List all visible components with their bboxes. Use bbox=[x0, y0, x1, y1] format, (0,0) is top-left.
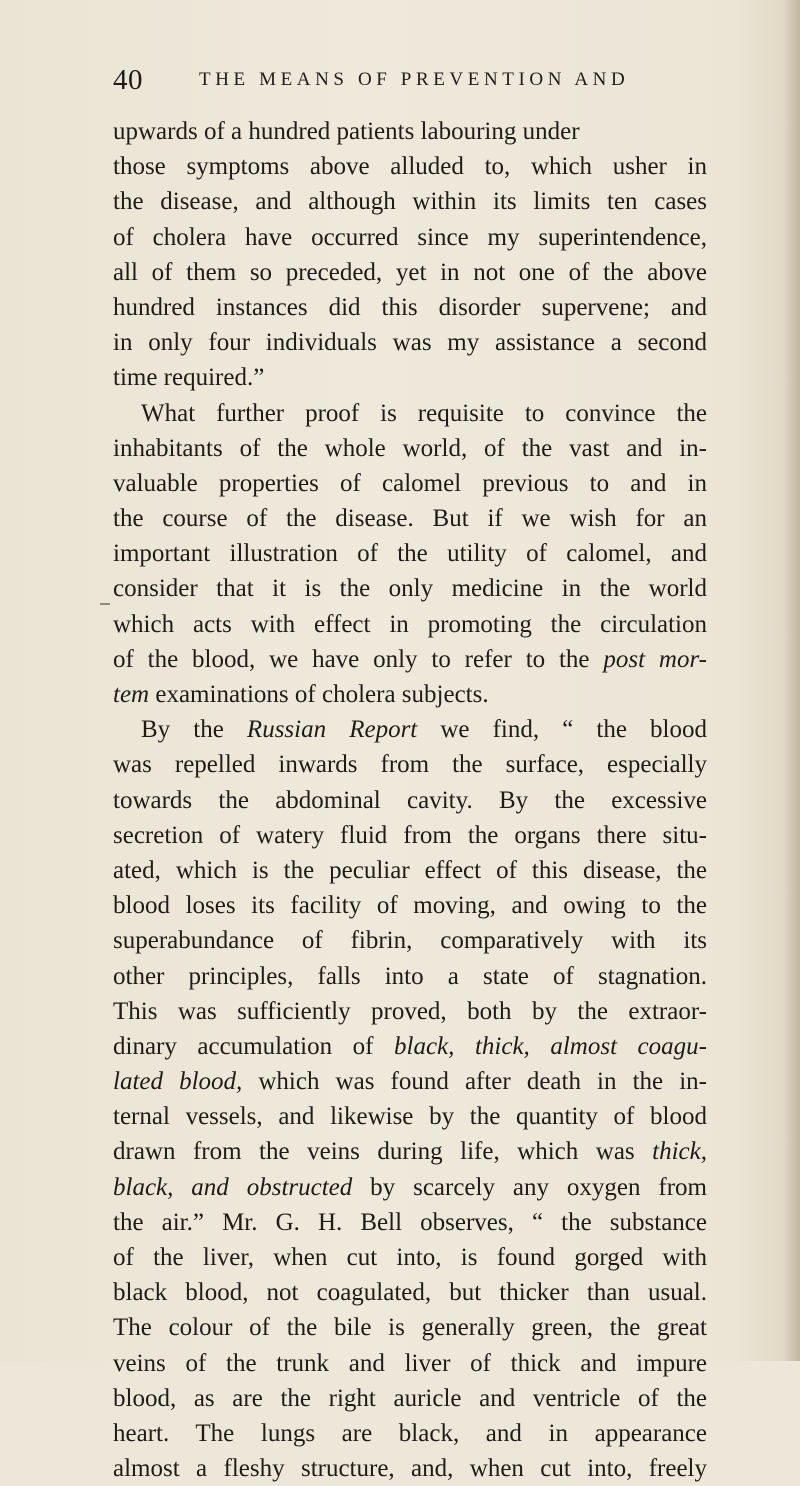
text-segment: of the liver, when cut into, is found gorged with bbox=[113, 1244, 707, 1271]
text-line bbox=[113, 642, 707, 677]
text-line bbox=[113, 325, 707, 360]
text-segment: which was found after death in the in- bbox=[242, 1068, 707, 1096]
page-edge-shadow bbox=[784, 0, 800, 1361]
text-segment: the air.” Mr. G. H. Bell observes, “ the substance bbox=[113, 1208, 707, 1236]
text-line bbox=[113, 149, 707, 184]
text-segment: blood loses its facility of moving, and owing to the bbox=[113, 892, 707, 920]
text-segment: veins of the trunk and liver of thick and impure bbox=[113, 1349, 707, 1377]
text-segment: consider that it is the only medicine in the world bbox=[113, 575, 707, 603]
text-segment: by scarcely any oxygen from bbox=[352, 1173, 707, 1201]
text-segment: dinary accumulation of bbox=[113, 1032, 395, 1060]
text-segment: The colour of the bile is generally green, the great bbox=[113, 1314, 707, 1342]
text-line bbox=[113, 571, 707, 606]
running-head bbox=[113, 64, 713, 100]
text-line bbox=[113, 1064, 707, 1099]
text-line bbox=[113, 1029, 707, 1064]
text-segment: those symptoms above alluded to, which usher in bbox=[113, 153, 707, 181]
text-line bbox=[113, 888, 707, 923]
text-line bbox=[113, 923, 707, 958]
text-segment: ated, which is the peculiar effect of this disease, the bbox=[113, 856, 707, 884]
text-segment: the course of the disease. But if we wish for an bbox=[113, 505, 707, 533]
text-segment: of cholera have occurred since my superintendence, bbox=[113, 223, 707, 251]
text-segment: drawn from the veins during life, which was bbox=[113, 1138, 653, 1166]
text-line bbox=[113, 1416, 707, 1451]
text-segment: towards the abdominal cavity. By the excessive bbox=[113, 786, 707, 814]
text-line bbox=[113, 536, 707, 571]
text-line bbox=[113, 1134, 707, 1169]
italic-text-segment: Russian Report bbox=[246, 716, 418, 744]
text-segment: secretion of watery fluid from the organs there situ- bbox=[113, 821, 707, 849]
italic-text-segment: black, thick, almost coagu- bbox=[394, 1032, 707, 1060]
text-line bbox=[113, 290, 707, 325]
text-line bbox=[113, 360, 707, 395]
text-line bbox=[113, 114, 707, 149]
text-line bbox=[113, 783, 707, 818]
text-line bbox=[113, 1170, 707, 1205]
text-line bbox=[113, 994, 707, 1029]
italic-text-segment: tem bbox=[113, 681, 150, 708]
italic-text-segment: post mor- bbox=[603, 645, 707, 673]
text-line bbox=[113, 255, 707, 290]
running-title: THE MEANS OF PREVENTION AND bbox=[199, 69, 630, 90]
text-line bbox=[113, 501, 707, 536]
ink-speck bbox=[100, 603, 110, 605]
text-segment: all of them so preceded, yet in not one of the above bbox=[113, 258, 707, 286]
text-line bbox=[113, 853, 707, 888]
text-segment: we find, “ the blood bbox=[417, 716, 708, 744]
text-line bbox=[113, 607, 707, 642]
text-line bbox=[113, 818, 707, 853]
text-line bbox=[113, 396, 707, 431]
text-segment: time required.” bbox=[113, 364, 265, 392]
text-line bbox=[113, 747, 707, 782]
text-segment: valuable properties of calomel previous to and in bbox=[113, 469, 707, 497]
text-line bbox=[113, 1346, 707, 1381]
text-line bbox=[113, 431, 707, 466]
text-segment: of the blood, we have only to refer to the bbox=[113, 645, 604, 673]
text-segment: upwards of a hundred patients labouring under bbox=[113, 118, 580, 145]
text-line bbox=[113, 959, 707, 994]
italic-text-segment: lated blood, bbox=[113, 1068, 243, 1096]
text-segment: the disease, and although within its limits ten cases bbox=[113, 188, 707, 216]
text-line bbox=[113, 677, 707, 712]
text-segment: What further proof is requisite to convince the bbox=[141, 399, 707, 427]
text-line bbox=[113, 712, 707, 747]
text-line bbox=[113, 1451, 707, 1486]
text-line bbox=[113, 466, 707, 501]
text-segment: important illustration of the utility of calomel, and bbox=[113, 540, 707, 568]
page-number: 40 bbox=[113, 64, 143, 96]
text-line bbox=[113, 1310, 707, 1345]
text-segment: was repelled inwards from the surface, especially bbox=[113, 751, 707, 779]
text-line bbox=[113, 1205, 707, 1240]
italic-text-segment: thick, bbox=[652, 1138, 707, 1166]
text-segment: black blood, not coagulated, but thicker than usual. bbox=[113, 1279, 707, 1307]
text-segment: superabundance of fibrin, comparatively with its bbox=[113, 927, 707, 955]
text-line bbox=[113, 1381, 707, 1416]
text-line bbox=[113, 1099, 707, 1134]
text-segment: This was sufficiently proved, both by the extraor- bbox=[113, 997, 707, 1025]
text-line bbox=[113, 220, 707, 255]
italic-text-segment: black, and obstructed bbox=[113, 1173, 353, 1201]
text-segment: ternal vessels, and likewise by the quantity of blood bbox=[113, 1103, 707, 1131]
text-segment: blood, as are the right auricle and ventricle of the bbox=[113, 1384, 707, 1412]
text-segment: hundred instances did this disorder supervene; and bbox=[113, 293, 707, 321]
text-line bbox=[113, 1240, 707, 1275]
text-segment: almost a fleshy structure, and, when cut into, freely bbox=[113, 1455, 707, 1483]
text-line bbox=[113, 184, 707, 219]
text-segment: other principles, falls into a state of stagnation. bbox=[113, 962, 707, 990]
text-segment: in only four individuals was my assistance a second bbox=[113, 329, 707, 357]
text-segment: heart. The lungs are black, and in appearance bbox=[113, 1419, 707, 1447]
text-segment: which acts with effect in promoting the circulation bbox=[113, 610, 707, 638]
text-segment: By the bbox=[141, 716, 247, 744]
text-segment: inhabitants of the whole world, of the vast and in- bbox=[113, 434, 707, 462]
text-line bbox=[113, 1275, 707, 1310]
body-text bbox=[113, 114, 707, 1486]
text-segment: examinations of cholera subjects. bbox=[149, 681, 489, 708]
